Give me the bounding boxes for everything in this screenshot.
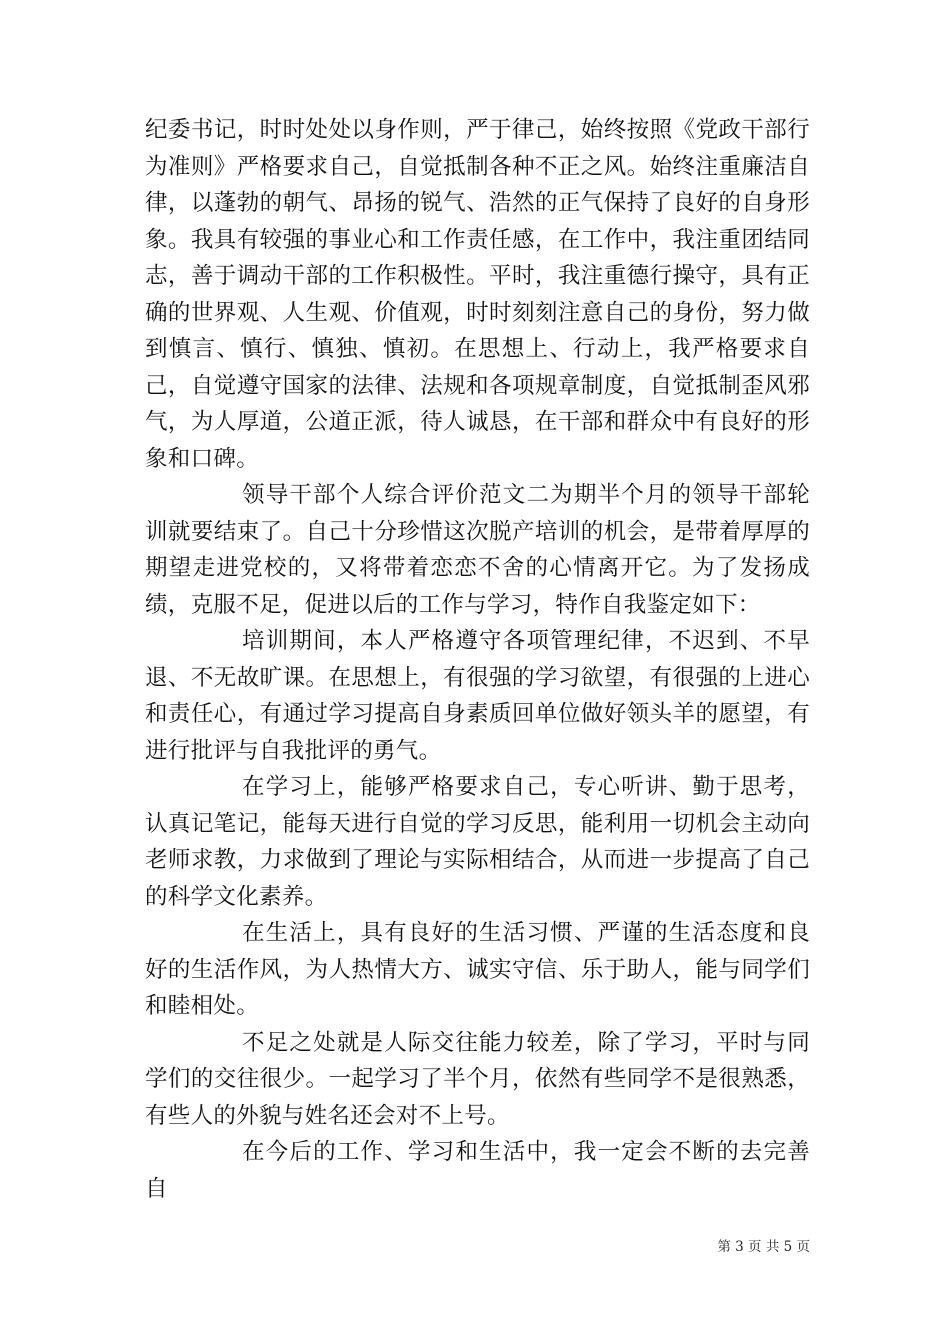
paragraph-6: 不足之处就是人际交往能力较差，除了学习，平时与同学们的交往很少。一起学习了半个月，依然有些同学不是很熟悉，有些人的外貌与姓名还会对不上号。 <box>145 1029 810 1129</box>
paragraph-2: 领导干部个人综合评价范文二为期半个月的领导干部轮训就要结束了。自己十分珍惜这次脱产培训的机会，是带着厚厚的期望走进党校的，又将带着恋恋不舍的心情离开它。为了发扬成绩，克服不足，促进以后的工作与学习，特作自我鉴定如下： <box>145 482 810 618</box>
document-body <box>145 112 810 1207</box>
paragraph-5: 在生活上，具有良好的生活习惯、严谨的生活态度和良好的生活作风，为人热情大方、诚实守信、乐于助人，能与同学们和睦相处。 <box>145 920 810 1019</box>
paragraph-7: 在今后的工作、学习和生活中，我一定会不断的去完善自 <box>145 1139 810 1202</box>
paragraph-3: 培训期间，本人严格遵守各项管理纪律，不迟到、不早退、不无故旷课。在思想上，有很强的学习欲望，有很强的上进心和责任心，有通过学习提高自身素质回单位做好领头羊的愿望，有进行批评与自我批评的勇气。 <box>145 628 810 764</box>
paragraph-1: 纪委书记，时时处处以身作则，严于律己，始终按照《党政干部行为准则》严格要求自己，自觉抵制各种不正之风。始终注重廉洁自律，以蓬勃的朝气、昂扬的锐气、浩然的正气保持了良好的自身形象。我具有较强的事业心和工作责任感，在工作中，我注重团结同志，善于调动干部的工作积极性。平时，我注重德行操守，具有正确的世界观、人生观、价值观，时时刻刻注意自己的身份，努力做到慎言、慎行、慎独、慎初。在思想上、行动上，我严格要求自己，自觉遵守国家的法律、法规和各项规章制度，自觉抵制歪风邪气，为人厚道，公道正派，待人诚恳，在干部和群众中有良好的形象和口碑。 <box>145 117 810 472</box>
page-number-footer: 第 3 页 共 5 页 <box>717 1239 810 1255</box>
paragraph-4: 在学习上，能够严格要求自己，专心听讲、勤于思考，认真记笔记，能每天进行自觉的学习反思，能利用一切机会主动向老师求教，力求做到了理论与实际相结合，从而进一步提高了自己的科学文化素养。 <box>145 774 810 910</box>
